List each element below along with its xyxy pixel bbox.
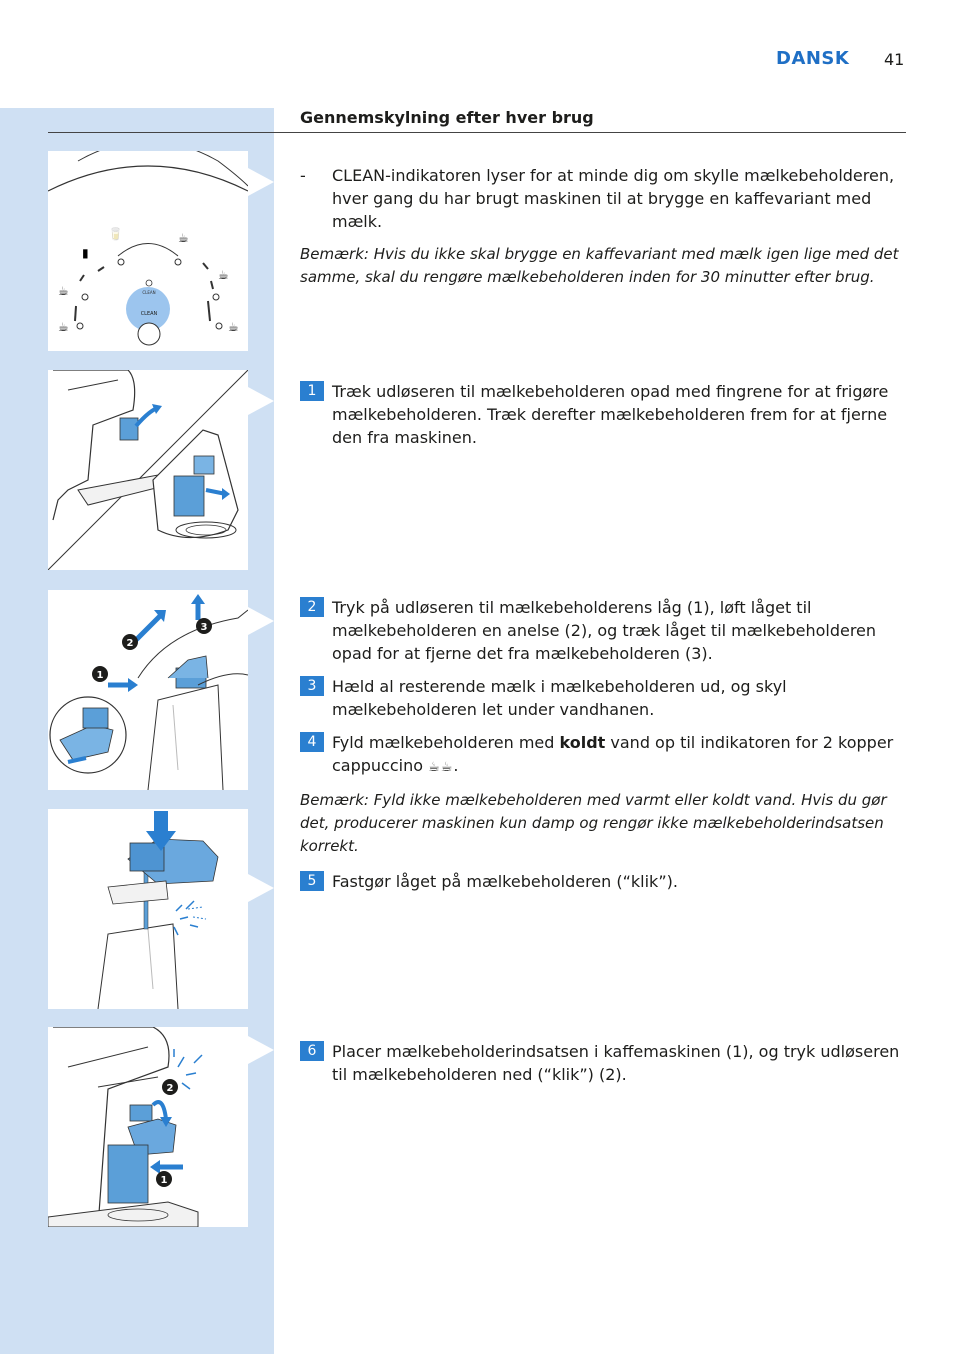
intro-block — [300, 164, 906, 289]
step-text: Træk udløseren til mælkebeholderen opad med fingrene for at frigøre mælkebeholderen. Træk derefter mælkebeholderen frem for at fjerne den fra maskinen. — [332, 382, 889, 447]
release-lever — [120, 418, 138, 440]
coffee-glass-icon: ▮ — [82, 246, 89, 260]
figure-attach-lid — [48, 809, 248, 1009]
figure-remove-container — [48, 370, 248, 570]
step-number: 2 — [300, 597, 324, 617]
figure-pointer — [248, 1036, 274, 1064]
figure-pointer — [248, 387, 274, 415]
step-4 — [300, 731, 906, 779]
step-number: 1 — [300, 381, 324, 401]
latte-glass-icon: 🥛 — [108, 227, 123, 241]
step-text: Tryk på udløseren til mælkebeholderens låg (1), løft låget til mælkebeholderen en anelse (2), og træk låget til mælkebeholderen opad for at fjerne det fra mælkebeholderen (3). — [332, 598, 877, 663]
callout-3: 3 — [200, 622, 208, 633]
step-text-bold: koldt — [559, 733, 606, 752]
clean-label: CLEAN — [140, 311, 158, 317]
callout-1: 1 — [160, 1175, 168, 1186]
step-number: 6 — [300, 1041, 324, 1061]
double-cup-icon: ☕ — [218, 268, 229, 282]
step-3 — [300, 675, 906, 721]
milk-container — [174, 476, 204, 516]
intro-bullet — [300, 164, 906, 233]
section-title: Gennemskylning efter hver brug — [300, 108, 594, 127]
cappuccino-icon: ☕ — [178, 231, 189, 245]
milk-container — [108, 1145, 148, 1203]
step-2 — [300, 596, 906, 665]
mug-icon: ☕ — [228, 320, 239, 334]
step-number: 4 — [300, 732, 324, 752]
step-text-before: Fyld mælkebeholderen med — [332, 733, 560, 752]
small-cup-icon: ☕ — [58, 320, 69, 334]
cup-icon: ☕ — [58, 284, 69, 298]
figure-control-panel — [48, 151, 248, 351]
clean-button-icon — [138, 323, 160, 345]
clean-label-small: CLEAN — [142, 290, 156, 295]
step-text: Hæld al resterende mælk i mælkebeholderen ud, og skyl mælkebeholderen let under vandhanen. — [332, 677, 787, 719]
figure-pointer — [248, 874, 274, 902]
language-label: DANSK — [776, 48, 850, 69]
step-number: 3 — [300, 676, 324, 696]
callout-2: 2 — [126, 638, 134, 649]
intro-bullet-text: CLEAN-indikatoren lyser for at minde dig om skylle mælkebeholderen, hver gang du har brugt maskinen til at brygge en kaffevariant med mælk. — [332, 166, 895, 231]
step-text: Fastgør låget på mælkebeholderen (“klik”). — [332, 872, 678, 891]
step-block-1 — [300, 380, 906, 459]
step-text: Placer mælkebeholderindsatsen i kaffemaskinen (1), og tryk udløseren til mælkebeholderen ned (“klik”) (2). — [332, 1042, 900, 1084]
cappuccino-cups-icon: ☕☕ — [428, 760, 454, 775]
callout-2: 2 — [166, 1083, 174, 1094]
step-note: Bemærk: Fyld ikke mælkebeholderen med varmt eller koldt vand. Hvis du gør det, producerer maskinen kun damp og rengør ikke mælkebeholderindsatsen korrekt. — [300, 791, 887, 855]
step-6 — [300, 1040, 906, 1086]
page-number: 41 — [884, 50, 905, 69]
figure-pointer — [248, 168, 274, 196]
figure-insert-container — [48, 1027, 248, 1227]
intro-note: Bemærk: Hvis du ikke skal brygge en kaffevariant med mælk igen lige med det samme, skal du rengøre mælkebeholderen inden for 30 minutter efter brug. — [300, 245, 899, 286]
figure-pointer — [248, 607, 274, 635]
step-block-2 — [300, 596, 906, 903]
step-1 — [300, 380, 906, 449]
step-text-after: vand op til indikatoren for 2 kopper cappuccino — [332, 733, 894, 775]
callout-1: 1 — [96, 670, 104, 681]
step-text-end: . — [453, 756, 459, 775]
section-divider — [48, 132, 906, 133]
step-number: 5 — [300, 871, 324, 891]
step-block-6 — [300, 1040, 906, 1096]
step-5 — [300, 870, 906, 893]
bullet-dash: - — [300, 166, 306, 185]
figure-lid-removal — [48, 590, 248, 790]
